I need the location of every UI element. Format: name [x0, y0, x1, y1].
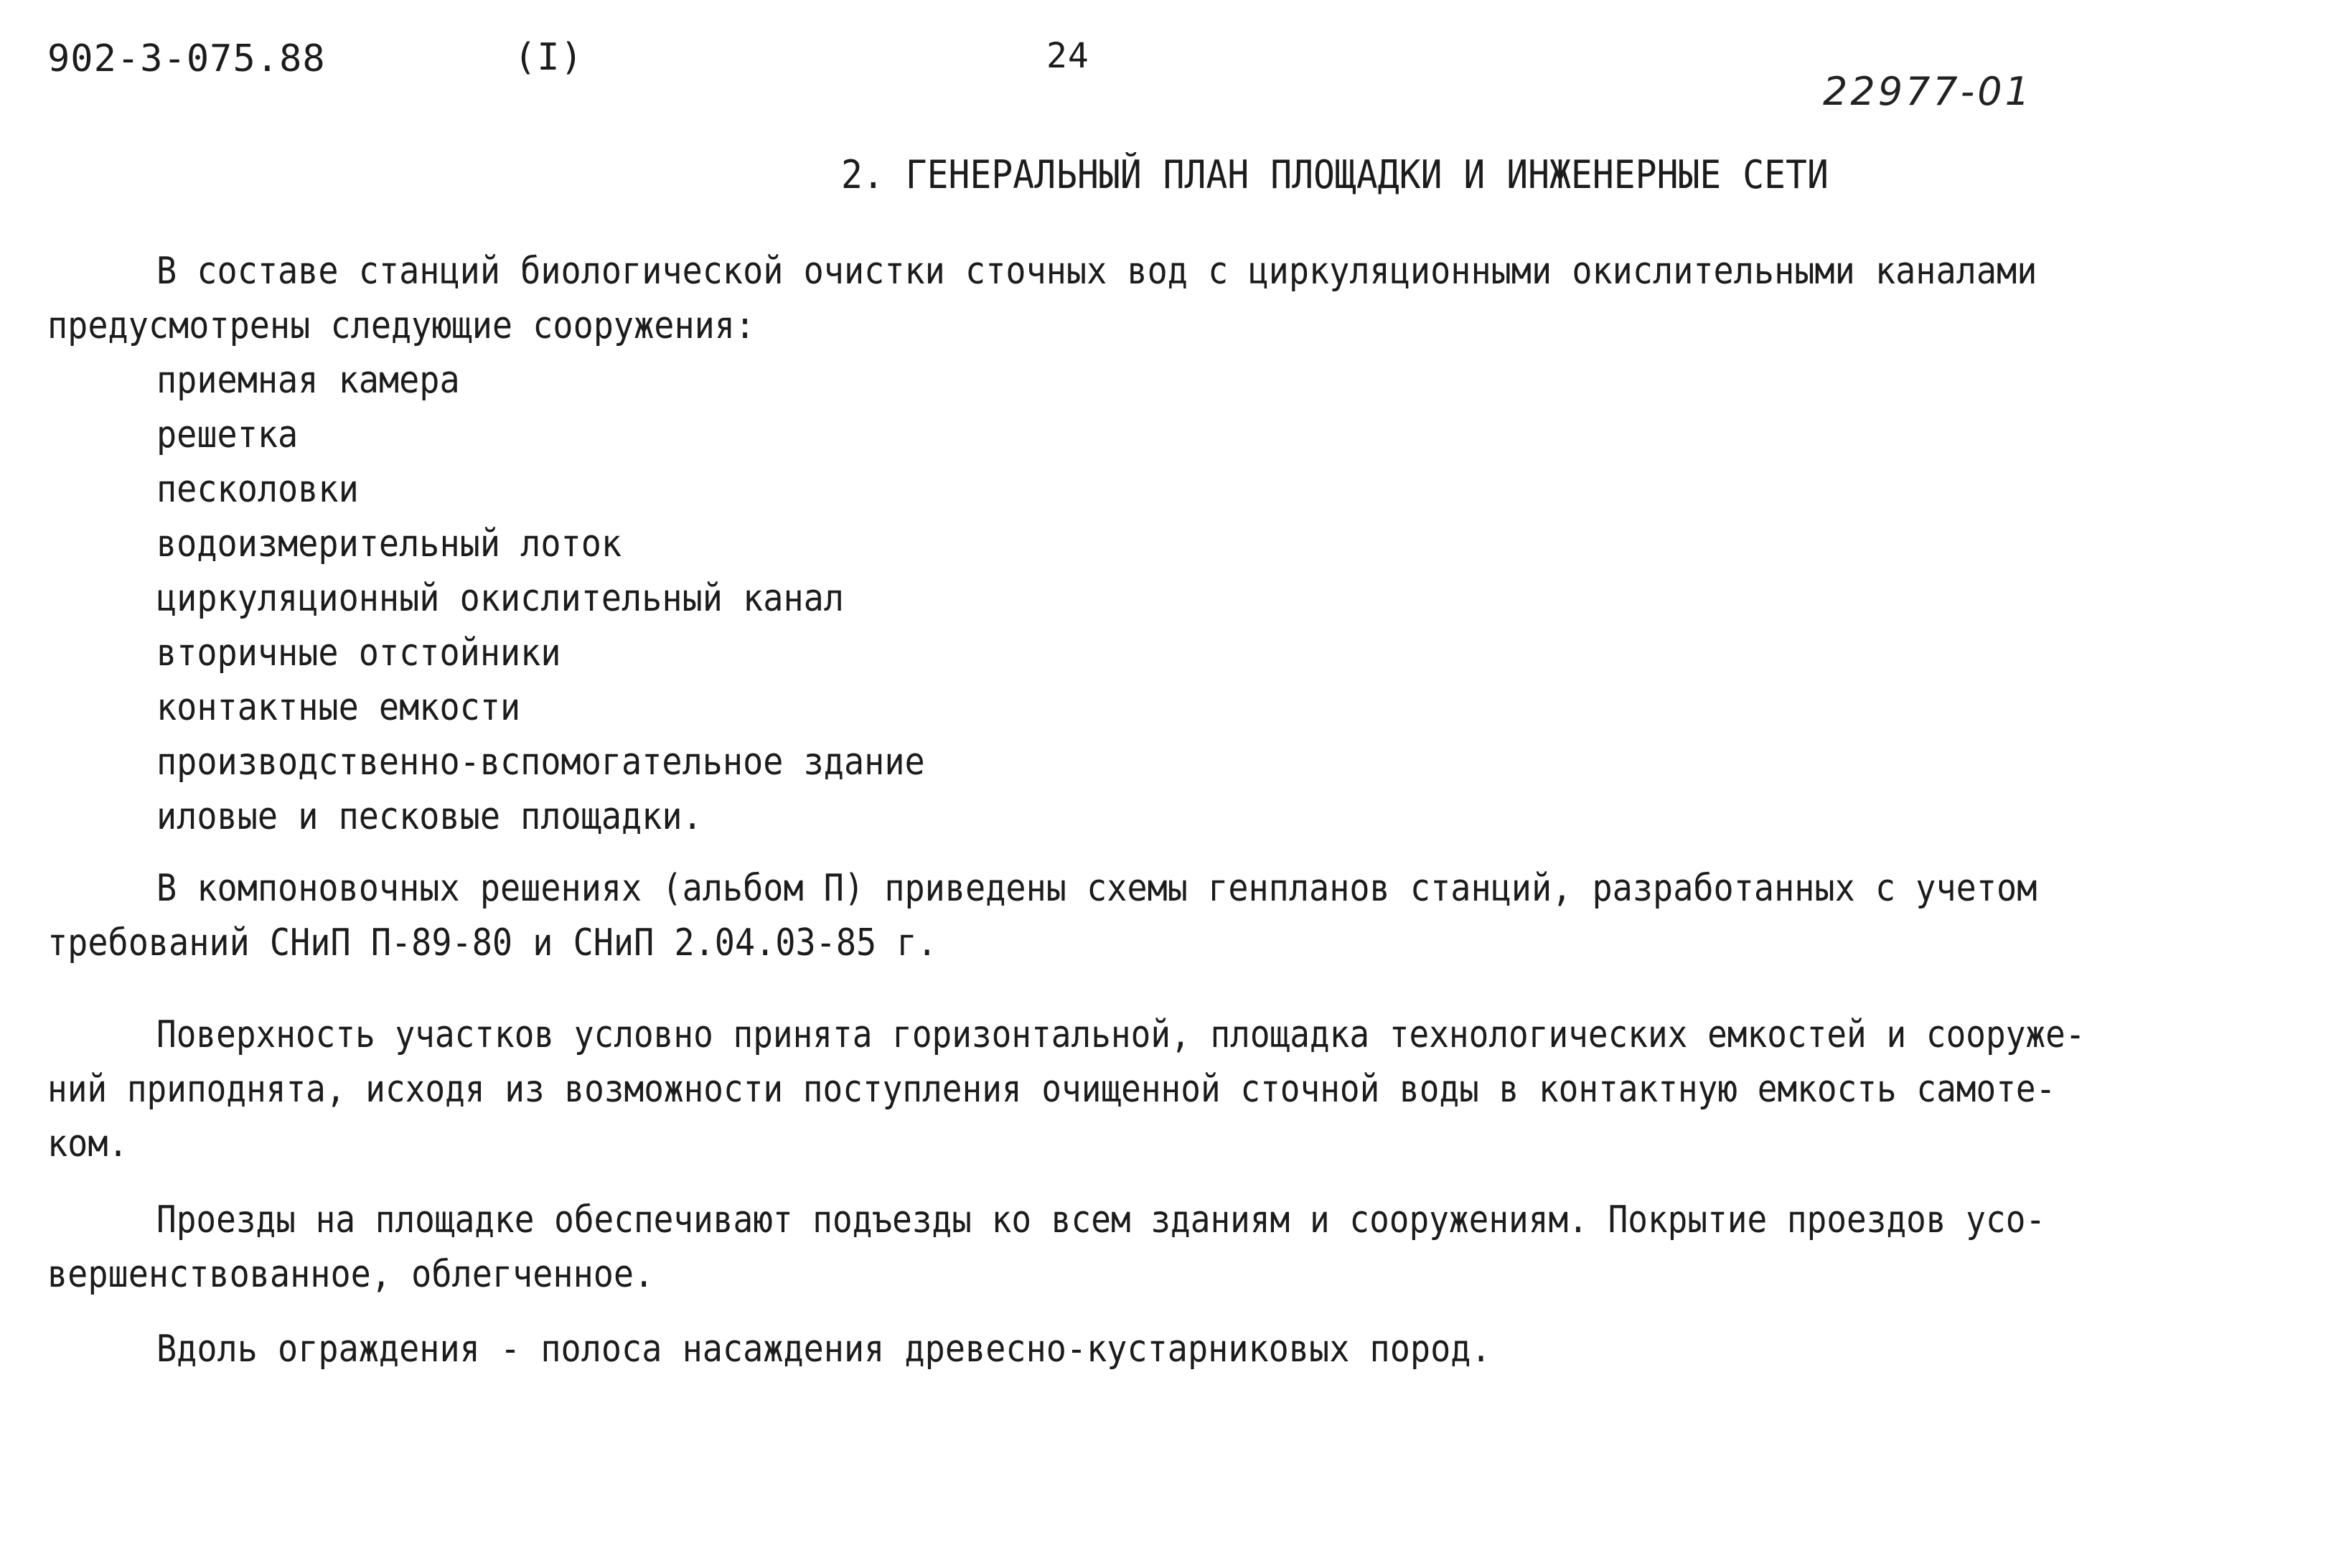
- list-item: производственно-вспомогательное здание: [156, 741, 925, 784]
- list-item: водоизмерительный лоток: [156, 522, 622, 565]
- list-item: вторичные отстойники: [156, 632, 561, 675]
- list-item: иловые и песковые площадки.: [156, 795, 703, 838]
- document-code: 902-3-075.88: [47, 37, 326, 80]
- part-number: (I): [514, 36, 583, 79]
- list-item: песколовки: [156, 468, 359, 511]
- paragraph-2-line-2: требований СНиП П-89-80 и СНиП 2.04.03-85 г.: [47, 921, 937, 964]
- list-item: циркуляционный окислительный канал: [156, 577, 844, 620]
- paragraph-1-line-2: предусмотрены следующие сооружения:: [47, 304, 756, 347]
- paragraph-1-line-1: В составе станций биологической очистки сточных вод с циркуляционными окислительными каналами: [156, 250, 2037, 293]
- section-title: 2. ГЕНЕРАЛЬНЫЙ ПЛАН ПЛОЩАДКИ И ИНЖЕНЕРНЫЕ СЕТИ: [841, 152, 1829, 197]
- paragraph-4-line-2: вершенствованное, облегченное.: [47, 1253, 655, 1296]
- paragraph-3-line-2: ний приподнята, исходя из возможности поступления очищенной сточной воды в контактную емкость самоте-: [47, 1068, 2056, 1111]
- page-number: 24: [1046, 36, 1089, 76]
- paragraph-3-line-1: Поверхность участков условно принята горизонтальной, площадка технологических емкостей и сооруже-: [156, 1013, 2086, 1056]
- list-item: приемная камера: [156, 359, 460, 402]
- paragraph-3-line-3: ком.: [47, 1122, 128, 1165]
- list-item: решетка: [156, 413, 299, 456]
- list-item: контактные емкости: [156, 686, 521, 729]
- paragraph-4-line-1: Проезды на площадке обеспечивают подъезды ко всем зданиям и сооружениям. Покрытие проездов усо-: [156, 1198, 2046, 1241]
- inventory-number: 22977-01: [1823, 69, 2032, 114]
- paragraph-5-line-1: Вдоль ограждения - полоса насаждения древесно-кустарниковых пород.: [156, 1328, 1491, 1371]
- paragraph-2-line-1: В компоновочных решениях (альбом П) приведены схемы генпланов станций, разработанных с учетом: [156, 867, 2037, 910]
